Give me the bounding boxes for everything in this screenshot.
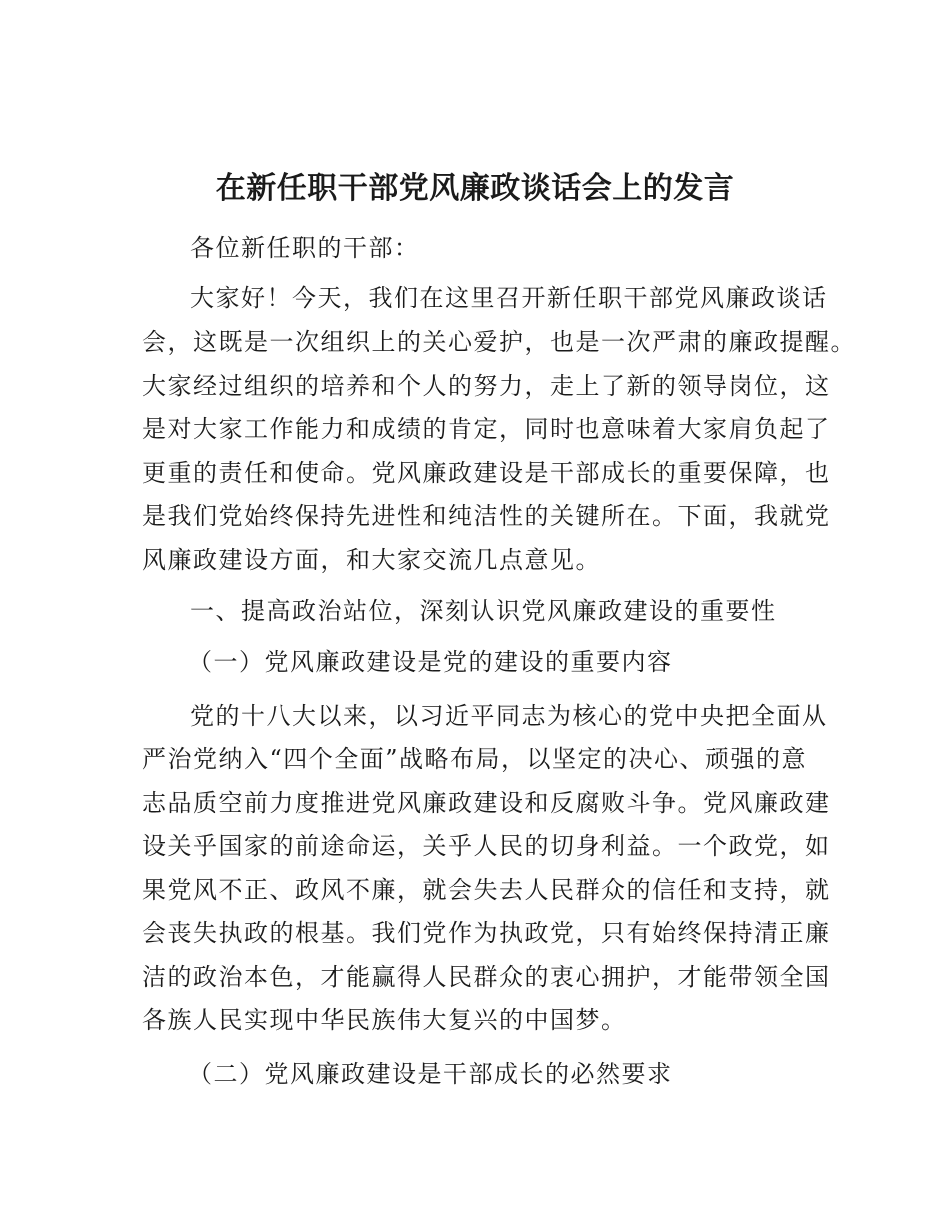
paragraph-line: 是我们党始终保持先进性和纯洁性的关键所在。下面，我就党	[142, 502, 831, 530]
paragraph-line: 洁的政治本色，才能赢得人民群众的衷心拥护，才能带领全国	[142, 963, 831, 991]
paragraph-line: 志品质空前力度推进党风廉政建设和反腐败斗争。党风廉政建	[142, 789, 831, 817]
paragraph-line: 更重的责任和使命。党风廉政建设是干部成长的重要保障，也	[142, 459, 831, 487]
paragraph-line: 会，这既是一次组织上的关心爱护，也是一次严肃的廉政提醒。	[142, 328, 856, 356]
paragraph-line: 会丧失执政的根基。我们党作为执政党，只有始终保持清正廉	[142, 919, 831, 947]
document-title: 在新任职干部党风廉政谈话会上的发言	[215, 171, 735, 206]
paragraph-line: 党的十八大以来，以习近平同志为核心的党中央把全面从	[190, 702, 828, 730]
paragraph-line: 设关乎国家的前途命运，关乎人民的切身利益。一个政党，如	[142, 832, 831, 860]
paragraph-line: 严治党纳入“四个全面”战略布局，以坚定的决心、顽强的意	[142, 745, 808, 773]
subsection-heading: （一）党风廉政建设是党的建设的重要内容	[188, 648, 673, 676]
section-heading: 一、提高政治站位，深刻认识党风廉政建设的重要性	[190, 597, 777, 625]
paragraph-line: 风廉政建设方面，和大家交流几点意见。	[142, 546, 601, 574]
paragraph-line: 大家好！今天，我们在这里召开新任职干部党风廉政谈话	[190, 284, 828, 312]
subsection-heading: （二）党风廉政建设是干部成长的必然要求	[188, 1060, 673, 1088]
salutation: 各位新任职的干部：	[190, 234, 420, 262]
paragraph-line: 各族人民实现中华民族伟大复兴的中国梦。	[142, 1006, 627, 1034]
paragraph-line: 果党风不正、政风不廉，就会失去人民群众的信任和支持，就	[142, 876, 831, 904]
paragraph-line: 是对大家工作能力和成绩的肯定，同时也意味着大家肩负起了	[142, 415, 831, 443]
paragraph-line: 大家经过组织的培养和个人的努力，走上了新的领导岗位，这	[142, 372, 831, 400]
